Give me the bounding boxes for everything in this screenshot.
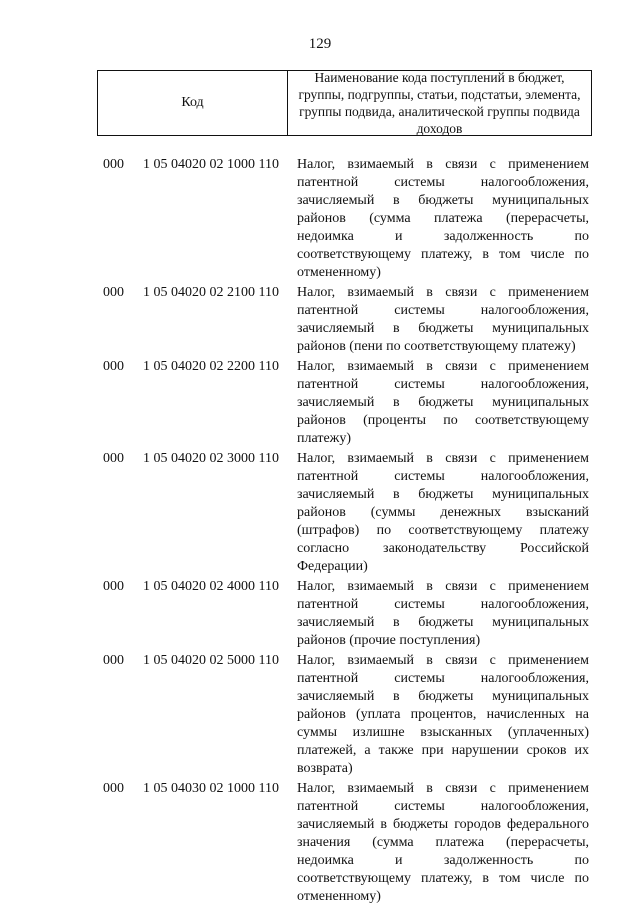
row-income-code: 1 05 04020 02 2200 110 [143, 359, 279, 374]
table-row [0, 780, 640, 906]
row-admin-code: 000 [103, 781, 124, 796]
row-description: Налог, взимаемый в связи с применением патентной системы налогообложения, зачисляемый в бюджеты муниципальных районов (уплата процентов, начисленных на суммы излишне взысканных (уплаченных) платежей, а также при нарушении сроков их возврата) [297, 653, 589, 776]
table-row [0, 450, 640, 576]
row-income-code: 1 05 04020 02 1000 110 [143, 157, 279, 172]
row-description: Налог, взимаемый в связи с применением патентной системы налогообложения, зачисляемый в бюджеты муниципальных районов (суммы денежных взысканий (штрафов) по соответствующему платежу согласно законодательству Российской Федерации) [297, 451, 589, 574]
row-income-code: 1 05 04020 02 5000 110 [143, 653, 279, 668]
row-description: Налог, взимаемый в связи с применением патентной системы налогообложения, зачисляемый в бюджеты городов федерального значения (сумма платежа (перерасчеты, недоимка и задолженность по соответствующему платежу, в том числе по отмененному) [297, 781, 589, 904]
table-row [0, 284, 640, 356]
header-code-cell: Код [98, 71, 288, 135]
row-description: Налог, взимаемый в связи с применением патентной системы налогообложения, зачисляемый в бюджеты муниципальных районов (сумма платежа (перерасчеты, недоимка и задолженность по соответствующему платежу, в том числе по отмененному) [297, 157, 589, 280]
page-number: 129 [308, 36, 332, 52]
row-income-code: 1 05 04020 02 2100 110 [143, 285, 279, 300]
table-header [97, 70, 592, 136]
row-description: Налог, взимаемый в связи с применением патентной системы налогообложения, зачисляемый в бюджеты муниципальных районов (прочие поступления) [297, 579, 589, 648]
row-admin-code: 000 [103, 359, 124, 374]
row-admin-code: 000 [103, 157, 124, 172]
table-row [0, 578, 640, 650]
row-admin-code: 000 [103, 579, 124, 594]
row-admin-code: 000 [103, 451, 124, 466]
row-income-code: 1 05 04020 02 4000 110 [143, 579, 279, 594]
table-row [0, 358, 640, 448]
table-body [0, 156, 640, 906]
table-row [0, 652, 640, 778]
header-name-cell: Наименование кода поступлений в бюджет, группы, подгруппы, статьи, подстатьи, элемента, группы подвида, аналитической группы подвида доходов [298, 70, 581, 136]
row-income-code: 1 05 04030 02 1000 110 [143, 781, 279, 796]
row-admin-code: 000 [103, 653, 124, 668]
row-admin-code: 000 [103, 285, 124, 300]
row-description: Налог, взимаемый в связи с применением патентной системы налогообложения, зачисляемый в бюджеты муниципальных районов (проценты по соответствующему платежу) [297, 359, 589, 446]
row-description: Налог, взимаемый в связи с применением патентной системы налогообложения, зачисляемый в бюджеты муниципальных районов (пени по соответствующему платежу) [297, 285, 589, 354]
table-row [0, 156, 640, 282]
row-income-code: 1 05 04020 02 3000 110 [143, 451, 279, 466]
